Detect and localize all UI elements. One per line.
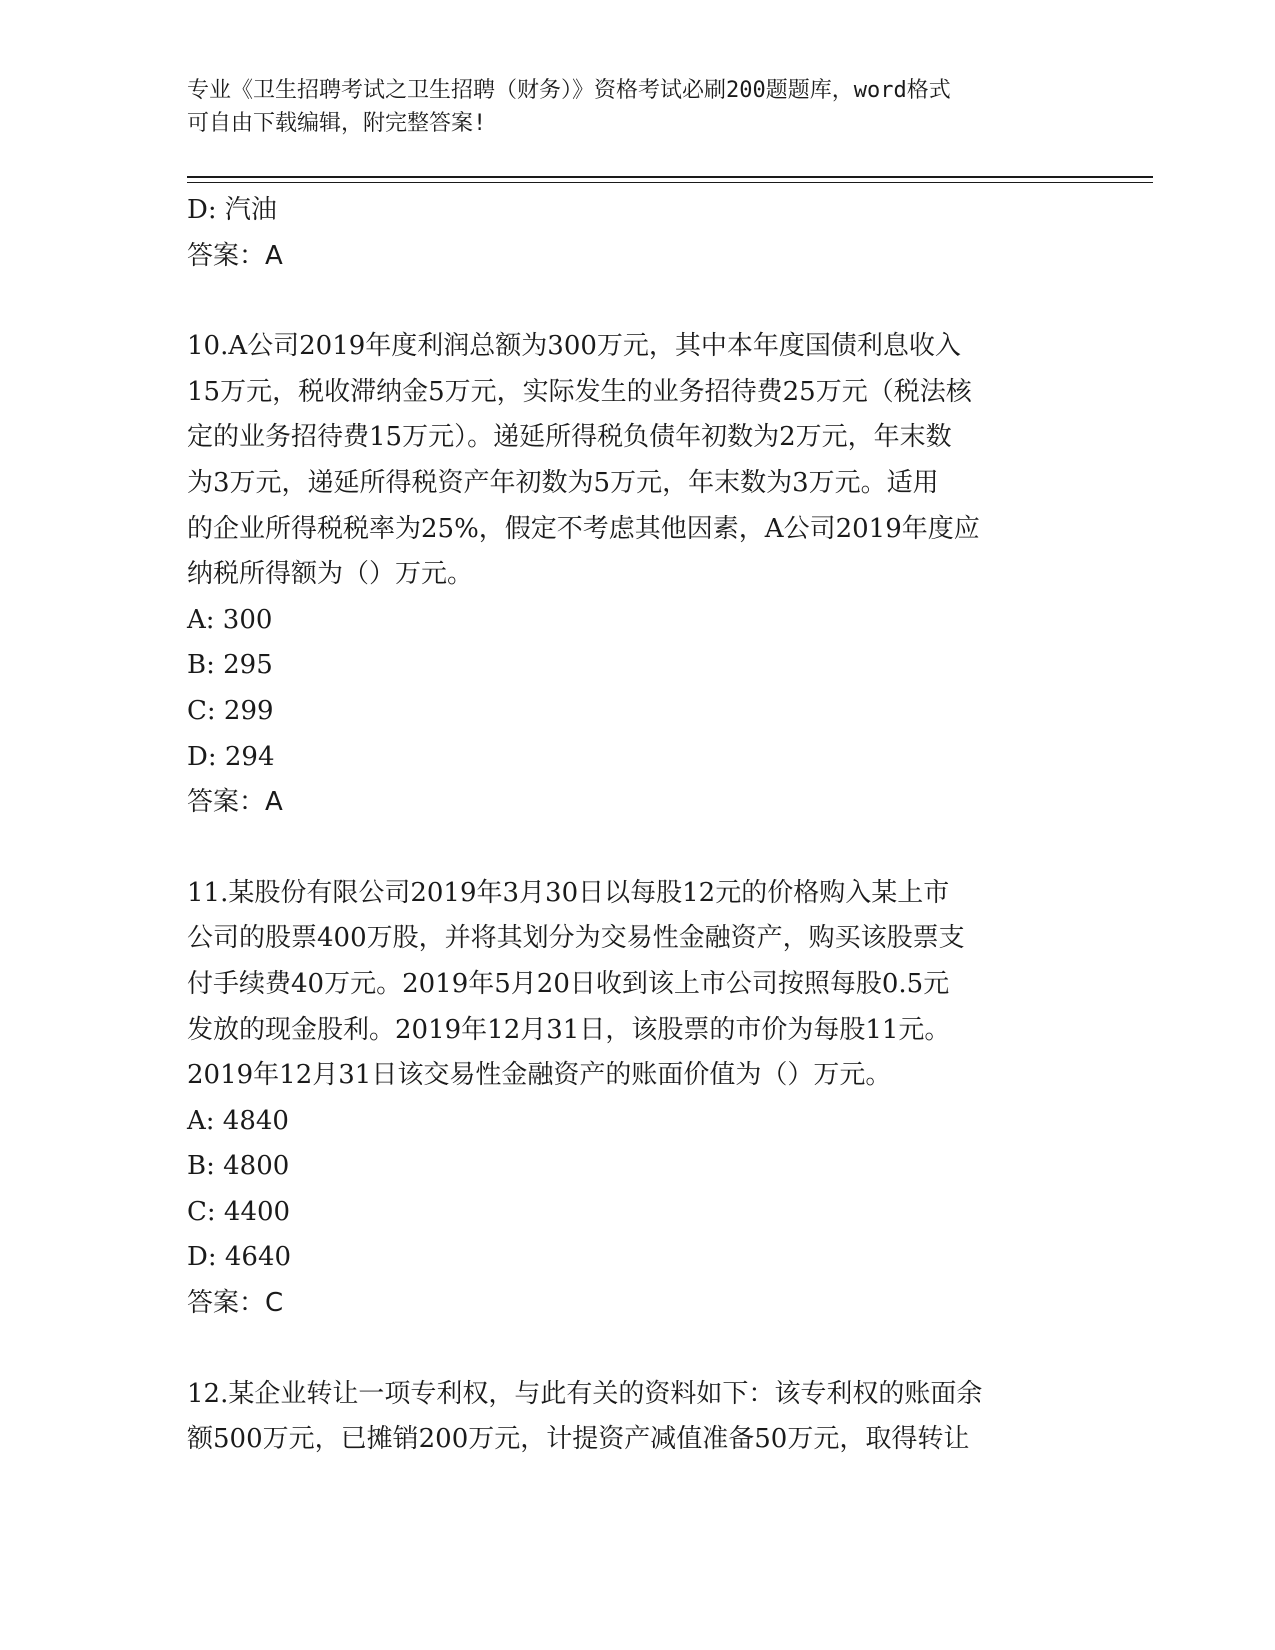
question-text-line: 付手续费40万元。2019年5月20日收到该上市公司按照每股0.5元: [187, 968, 950, 999]
header-rule-thick: [187, 176, 1153, 178]
answer-line: 答案：A: [187, 240, 283, 271]
question-10: [187, 324, 1087, 826]
header-line-2: 可自由下载编辑，附完整答案!: [187, 111, 487, 136]
spacer: [187, 279, 1087, 324]
question-text-line: 15万元，税收滞纳金5万元，实际发生的业务招待费25万元（税法核: [187, 376, 972, 407]
question-text-line: 定的业务招待费15万元）。递延所得税负债年初数为2万元，年末数: [187, 422, 952, 453]
answer-line: 答案：A: [187, 787, 283, 818]
question-text-line: 纳税所得额为（）万元。: [187, 559, 474, 590]
option-c: C: 299: [187, 695, 274, 726]
option-b: B: 295: [187, 650, 273, 681]
option-a: A: 4840: [187, 1105, 289, 1136]
question-text-line: 为3万元，递延所得税资产年初数为5万元，年末数为3万元。适用: [187, 467, 939, 498]
option-d: D: 4640: [187, 1242, 292, 1273]
question-text-line: 10.A公司2019年度利润总额为300万元，其中本年度国债利息收入: [187, 331, 961, 362]
option-d: D: 294: [187, 741, 275, 772]
page-header: [187, 74, 1067, 140]
question-text-line: 12.某企业转让一项专利权，与此有关的资料如下：该专利权的账面余: [187, 1378, 983, 1409]
question-text-line: 2019年12月31日该交易性金融资产的账面价值为（）万元。: [187, 1060, 892, 1091]
spacer: [187, 826, 1087, 871]
answer-line: 答案：C: [187, 1288, 284, 1319]
question-12: [187, 1372, 1087, 1463]
document-body: [187, 188, 1087, 1463]
prev-question-tail: [187, 188, 1087, 279]
question-text-line: 11.某股份有限公司2019年3月30日以每股12元的价格购入某上市: [187, 877, 950, 908]
header-line-1: 专业《卫生招聘考试之卫生招聘（财务）》资格考试必刷200题题库，word格式: [187, 78, 951, 103]
option-c: C: 4400: [187, 1196, 291, 1227]
option-b: B: 4800: [187, 1151, 290, 1182]
question-text-line: 额500万元，已摊销200万元，计提资产减值准备50万元，取得转让: [187, 1424, 970, 1455]
header-rule-thin: [187, 182, 1153, 183]
question-text-line: 的企业所得税税率为25%，假定不考虑其他因素，A公司2019年度应: [187, 513, 980, 544]
option-d: D: 汽油: [187, 195, 277, 225]
spacer: [187, 1327, 1087, 1372]
question-11: [187, 871, 1087, 1327]
option-a: A: 300: [187, 604, 273, 635]
question-text-line: 发放的现金股利。2019年12月31日，该股票的市价为每股11元。: [187, 1014, 951, 1045]
question-text-line: 公司的股票400万股，并将其划分为交易性金融资产，购买该股票支: [187, 923, 965, 954]
